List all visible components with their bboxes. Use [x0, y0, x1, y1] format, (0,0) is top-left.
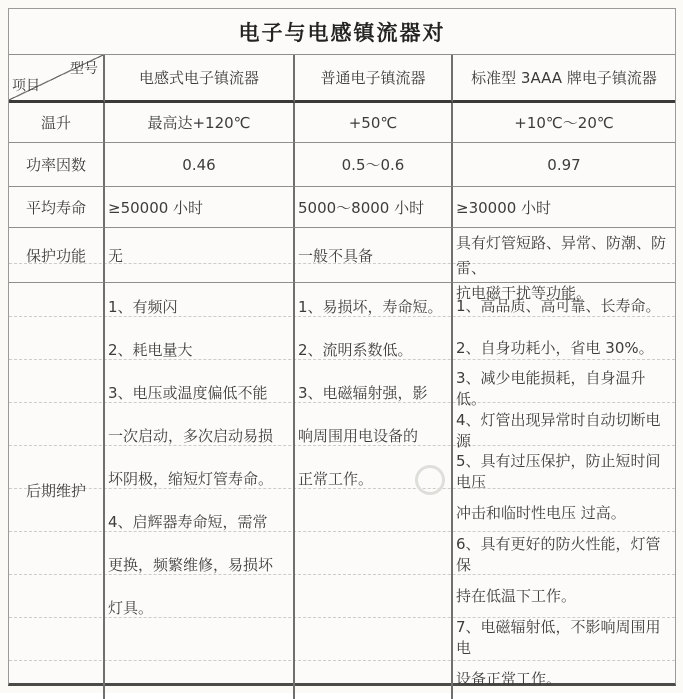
maint-line: 冲击和临时性电压 过高。	[456, 504, 626, 523]
cell-protect-common: 一般不具备	[295, 228, 453, 283]
maint-line: 更换，频繁维修，易损坏	[108, 556, 274, 574]
row-label-avg-life: 平均寿命	[9, 187, 105, 228]
row-label-temp-rise: 温升	[9, 103, 105, 143]
cell-maint-inductive	[105, 283, 295, 699]
protect-standard-line1: 具有灯管短路、异常、防潮、防雷、	[456, 234, 667, 277]
row-label-maintenance: 后期维护	[9, 283, 105, 699]
maint-line: 一次启动，多次启动易损	[108, 427, 274, 445]
row-label-protection: 保护功能	[9, 228, 105, 283]
cell-pf-inductive: 0.46	[105, 143, 295, 187]
watermark-circle	[415, 465, 445, 495]
cell-life-standard: ≥30000 小时	[453, 187, 675, 228]
maint-line: 3、减少电能损耗，自身温升低。	[456, 369, 646, 409]
maint-line: 3、电磁辐射强，影	[298, 384, 428, 402]
maint-line: 1、易损坏，寿命短。	[298, 298, 443, 316]
column-header-standard: 标准型 3AAA 牌电子镇流器	[453, 55, 675, 103]
protect-standard-line2: 抗电磁干扰等功能。	[456, 284, 592, 302]
cell-temp-common: +50℃	[295, 103, 453, 143]
maint-line: 设备正常工作。	[456, 669, 562, 688]
column-header-common: 普通电子镇流器	[295, 55, 453, 103]
maint-line: 3、电压或温度偏低不能	[108, 384, 268, 402]
cell-protect-standard	[453, 228, 675, 302]
maint-line: 1、有频闪	[108, 298, 178, 316]
maint-line: 2、流明系数低。	[298, 341, 413, 359]
maint-line: 6、具有更好的防火性能，灯管保	[456, 535, 661, 575]
cell-pf-common: 0.5～0.6	[295, 143, 453, 187]
maint-line: 坏阴极，缩短灯管寿命。	[108, 470, 274, 488]
cell-temp-inductive: 最高达+120℃	[105, 103, 295, 143]
column-header-inductive: 电感式电子镇流器	[105, 55, 295, 103]
maint-line: 4、启辉器寿命短，需常	[108, 513, 268, 531]
table-title: 电子与电感镇流器对	[9, 9, 675, 55]
maint-line: 响周围用电设备的	[298, 427, 419, 445]
maint-line: 2、耗电量大	[108, 341, 193, 359]
cell-protect-inductive: 无	[105, 228, 295, 283]
corner-label-model: 型号	[70, 61, 98, 77]
maint-line: 持在低温下工作。	[456, 586, 577, 605]
table-grid	[9, 9, 675, 688]
maint-line: 正常工作。	[298, 470, 374, 488]
cell-temp-standard: +10℃～20℃	[453, 103, 675, 143]
row-label-power-factor: 功率因数	[9, 143, 105, 187]
cell-life-inductive: ≥50000 小时	[105, 187, 295, 228]
cell-pf-standard: 0.97	[453, 143, 675, 187]
maint-line: 5、具有过压保护，防止短时间电压	[456, 452, 661, 492]
corner-label-item: 项目	[12, 78, 40, 94]
maint-line: 7、电磁辐射低，不影响周围用电	[456, 617, 661, 657]
maint-line: 1、高品质、高可靠、长寿命。	[456, 297, 661, 316]
cell-life-common: 5000～8000 小时	[295, 187, 453, 228]
maint-line: 灯具。	[108, 599, 154, 617]
ballast-comparison-table	[8, 8, 676, 686]
maint-line: 2、自身功耗小，省电 30%。	[456, 338, 654, 357]
maint-line: 4、灯管出现异常时自动切断电源	[456, 410, 661, 450]
cell-maint-standard	[453, 283, 675, 699]
corner-header-cell	[9, 55, 105, 103]
